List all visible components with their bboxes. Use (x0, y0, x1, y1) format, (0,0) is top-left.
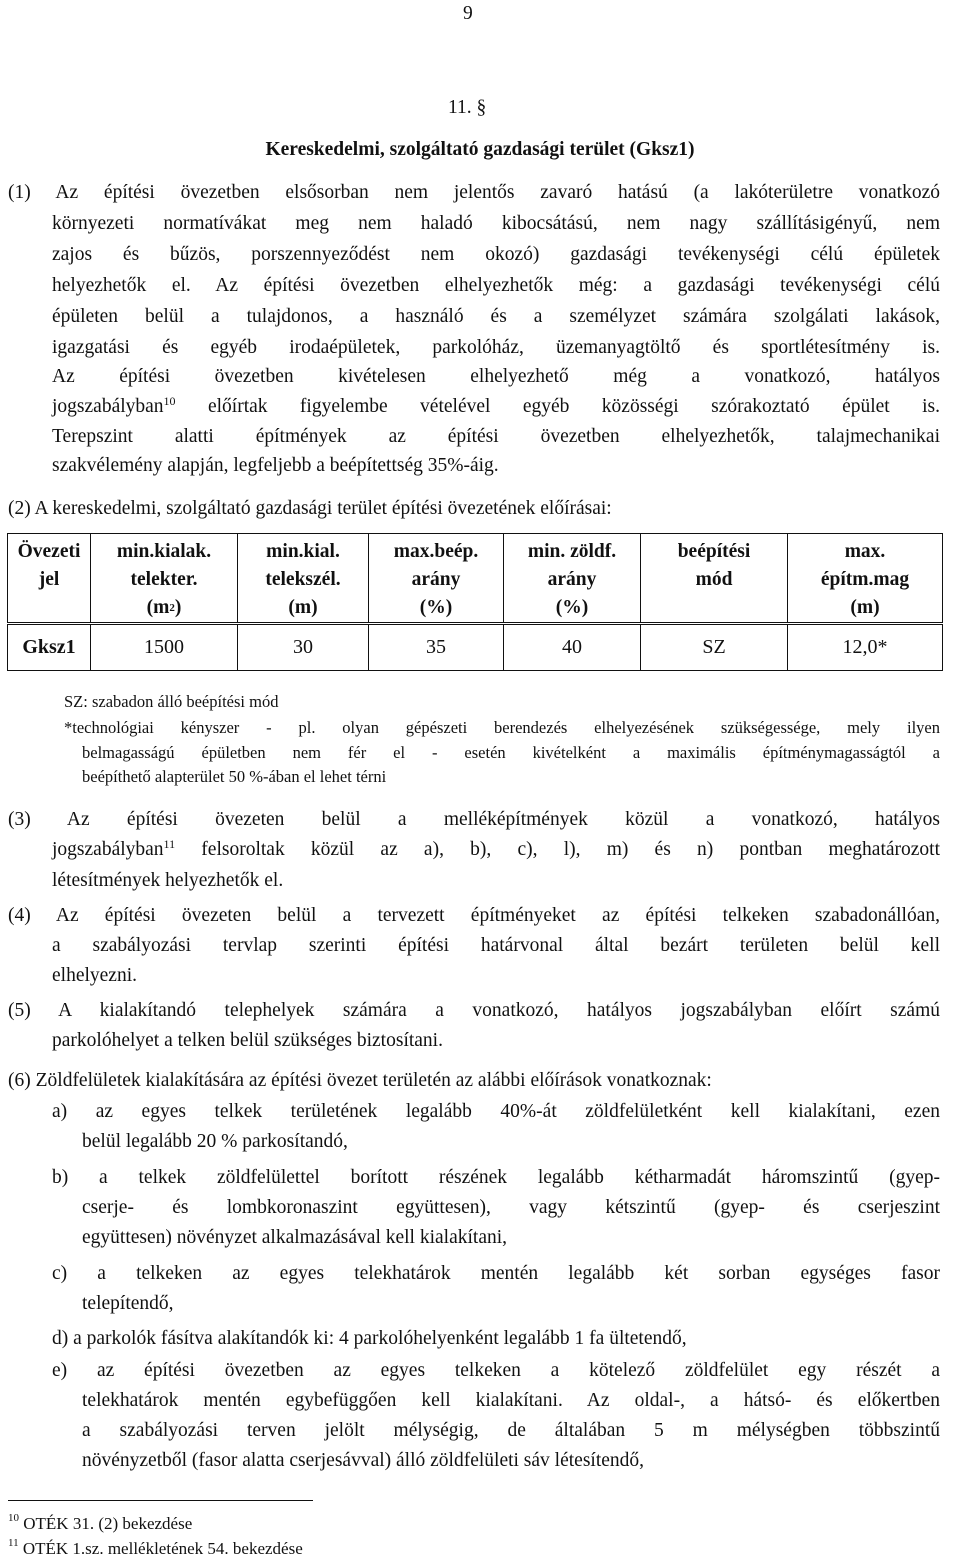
paragraph-line: (4) Az építési övezeten belül a tervezett építményeket az építési telkeken szabadonállóan, (8, 905, 940, 926)
footnote-ref-10[interactable]: 10 (163, 394, 176, 408)
zoning-table (7, 533, 943, 671)
paragraph-line: épületen belül a tulajdonos, a használó és a személyzet számára szolgálati lakások, (52, 306, 940, 327)
list-item-c: c) a telkeken az egyes telekhatárok mentén legalább két sorban egységes fasor (52, 1263, 940, 1284)
list-item-a: a) az egyes telkek területének legalább 40%-át zöldfelületként kell kialakítani, ezen (52, 1101, 940, 1122)
header-cell: min.kial. telekszél. (m) (238, 534, 369, 624)
table-row (8, 624, 943, 671)
list-item-b-cont: cserje- és lombkoronaszint együttesen), vagy kétszintű (gyep- és cserjeszint (82, 1197, 940, 1218)
list-item-e: e) az építési övezetben az egyes telkeken a kötelező zöldfelület egy részét a (52, 1360, 940, 1381)
paragraph-line: (5) A kialakítandó telephelyek számára a vonatkozó, hatályos jogszabályban előírt számú (8, 1000, 940, 1021)
text: jogszabályban (52, 396, 164, 417)
note-line: beépíthető alapterület 50 %-ában el lehet térni (82, 767, 387, 786)
footnote-10 (8, 1512, 193, 1533)
paragraph-line (52, 394, 940, 417)
header-cell: max. építm.mag (m) (788, 534, 943, 624)
paragraph-line: elhelyezni. (52, 965, 137, 986)
paragraph-line: igazgatási és egyéb irodaépületek, parkolóház, üzemanyagtöltő és sportlétesítmény is. (52, 337, 940, 358)
paragraph-line: (1) Az építési övezetben elsősorban nem jelentős zavaró hatású (a lakóterületre vonatkozó (8, 182, 940, 203)
table-cell: 35 (369, 624, 504, 671)
paragraph-line: parkolóhelyet a telken belül szükséges biztosítani. (52, 1030, 443, 1051)
footnote-number: 10 (8, 1512, 19, 1524)
text: felsoroltak közül az a), b), c), l), m) és n) pontban meghatározott (175, 839, 940, 860)
header-cell: min.kialak. telekter. $(m^2)$ (91, 534, 238, 624)
note-line: SZ: szabadon álló beépítési mód (64, 692, 279, 711)
text: jogszabályban (52, 839, 164, 860)
paragraph-line: helyezhetők el. Az építési övezetben elhelyezhetők még: a gazdasági tevékenységi célú (52, 275, 940, 296)
paragraph-line: a szabályozási tervlap szerinti építési határvonal által bezárt területen belül kell (52, 935, 940, 956)
paragraph-line: létesítmények helyezhetők el. (52, 870, 284, 891)
note-line: *technológiai kényszer - pl. olyan gépészeti berendezés elhelyezésének szükségessége, mely ilyen (64, 718, 940, 737)
paragraph-line: (3) Az építési övezeten belül a melléképítmények közül a vonatkozó, hatályos (8, 809, 940, 830)
note-line: belmagasságú épületben nem fér el - esetén kivételként a maximális építménymagasságtól a (82, 743, 940, 762)
table-header-row (8, 534, 943, 624)
footnote-text: OTÉK 31. (2) bekezdése (19, 1514, 193, 1533)
header-cell: min. zöldf. arány (%) (504, 534, 641, 624)
table-cell: 1500 (91, 624, 238, 671)
header-cell: Övezeti jel (8, 534, 91, 624)
paragraph-line: Az építési övezetben kivételesen elhelyezhető még a vonatkozó, hatályos (52, 366, 940, 387)
list-item-e-cont: növényzetből (fasor alatta cserjesávval) álló zöldfelületi sáv létesítendő, (82, 1450, 645, 1471)
paragraph-line: környezeti normatívákat meg nem haladó kibocsátású, nem nagy szállításigényű, nem (52, 213, 940, 234)
paragraph-line: (6) Zöldfelületek kialakítására az építési övezet területén az alábbi előírások vonatkoznak: (8, 1070, 712, 1091)
paragraph-line: szakvélemény alapján, legfeljebb a beépítettség 35%-áig. (52, 455, 499, 476)
table-cell: 40 (504, 624, 641, 671)
header-cell: max.beép. arány (%) (369, 534, 504, 624)
paragraph-line: Terepszint alatti építmények az építési övezetben elhelyezhetők, talajmechanikai (52, 426, 940, 447)
list-item-a-cont: belül legalább 20 % parkosítandó, (82, 1131, 348, 1152)
text: előírtak figyelembe vételével egyéb közösségi szórakoztató épület is. (175, 396, 940, 417)
table-cell: Gksz1 (8, 624, 91, 671)
table-cell: SZ (641, 624, 788, 671)
footnote-separator (8, 1500, 313, 1501)
paragraph-2: (2) A kereskedelmi, szolgáltató gazdasági terület építési övezetének előírásai: (8, 498, 612, 519)
list-item-b-cont: együttesen) növényzet alkalmazásával kell kialakítani, (82, 1227, 508, 1248)
section-number: 11. § (448, 97, 487, 118)
list-item-d: d) a parkolók fásítva alakítandók ki: 4 parkolóhelyenként legalább 1 fa ültetendő, (52, 1328, 687, 1349)
list-item-e-cont: telekhatárok mentén egybefüggően kell kialakítani. Az oldal-, a hátsó- és előkertben (82, 1390, 940, 1411)
list-item-b: b) a telkek zöldfelülettel borított részének legalább kétharmadát háromszintű (gyep- (52, 1167, 940, 1188)
footnote-ref-11[interactable]: 11 (163, 837, 176, 851)
paragraph-line (52, 837, 940, 860)
table-cell: 12,0* (788, 624, 943, 671)
footnote-text: OTÉK 1.sz. mellékletének 54. bekezdése (18, 1539, 303, 1558)
header-cell: beépítési mód (641, 534, 788, 624)
page-number: 9 (463, 3, 473, 24)
paragraph-line: zajos és bűzös, porszennyeződést nem okozó) gazdasági tevékenységi célú épületek (52, 244, 940, 265)
section-title: Kereskedelmi, szolgáltató gazdasági terület (Gksz1) (265, 139, 695, 160)
list-item-e-cont: a szabályozási terven jelölt mélységig, de általában 5 m mélységben többszintű (82, 1420, 940, 1441)
table-cell: 30 (238, 624, 369, 671)
footnote-11 (8, 1537, 303, 1558)
list-item-c-cont: telepítendő, (82, 1293, 174, 1314)
footnote-number: 11 (8, 1537, 19, 1549)
